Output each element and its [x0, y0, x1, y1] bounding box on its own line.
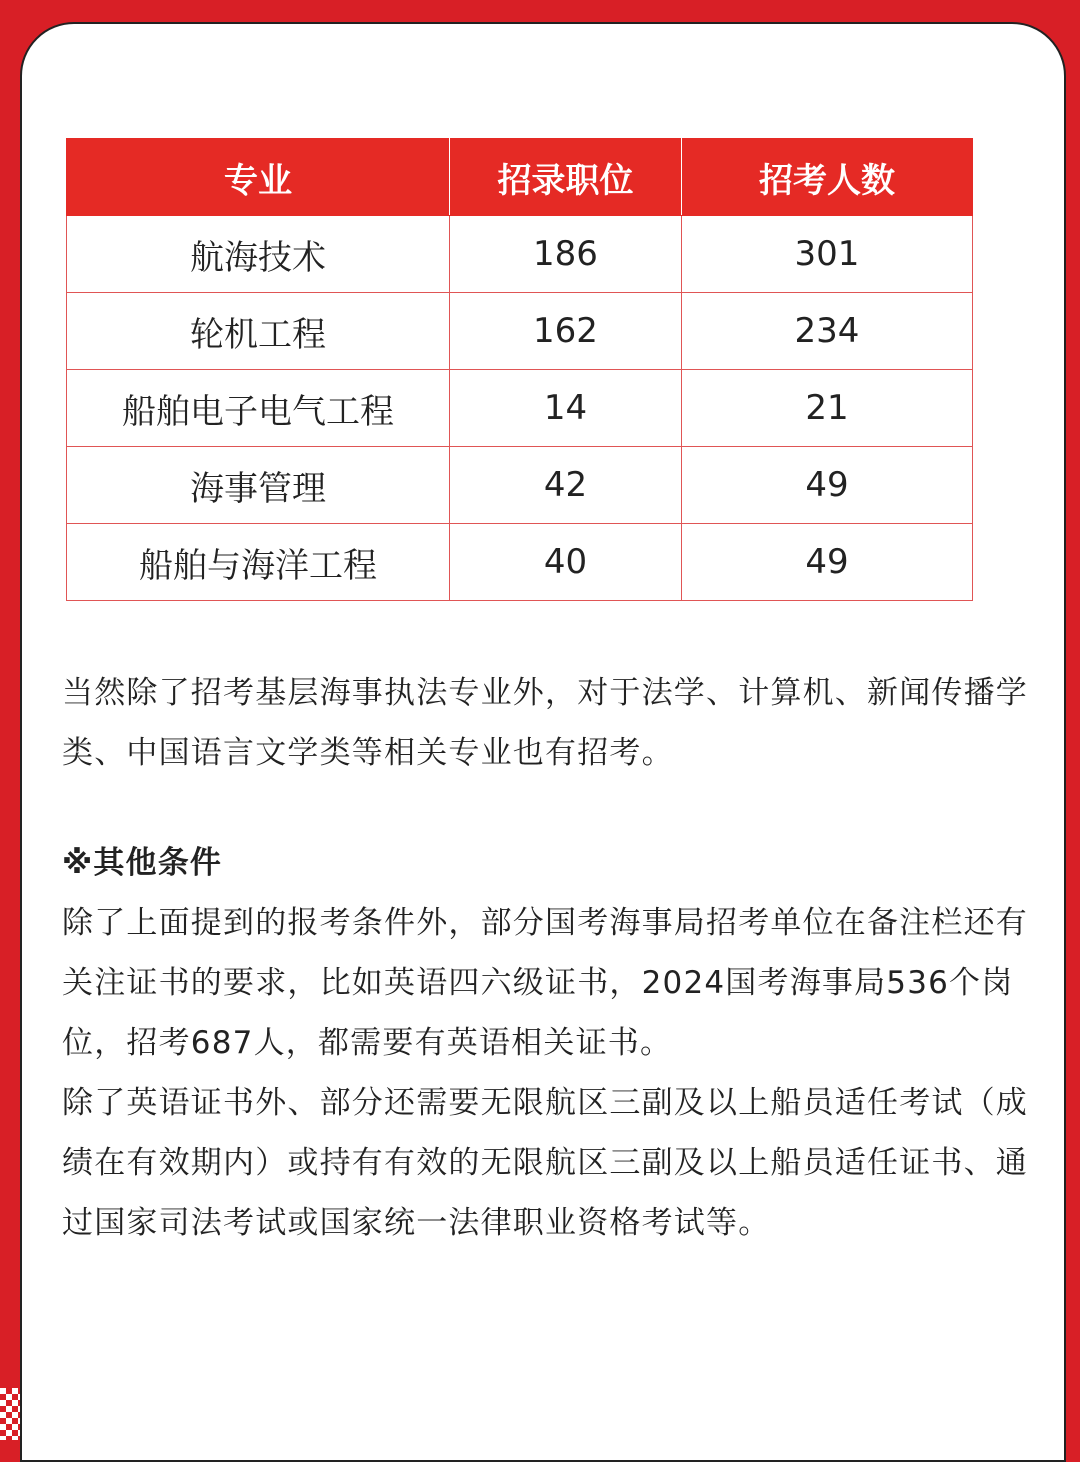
cell-applicants: 49 — [682, 524, 973, 601]
cell-applicants: 301 — [682, 216, 973, 293]
recruitment-table — [66, 138, 973, 601]
cell-major: 轮机工程 — [67, 293, 450, 370]
paragraph-other-qualifications: 除了英语证书外、部分还需要无限航区三副及以上船员适任考试（成绩在有效期内）或持有有效的无限航区三副及以上船员适任证书、通过国家司法考试或国家统一法律职业资格考试等。 — [62, 1085, 1028, 1241]
header-positions: 招录职位 — [450, 139, 682, 216]
section-heading-other-conditions: ※其他条件 — [62, 845, 223, 881]
header-major: 专业 — [67, 139, 450, 216]
cell-applicants: 49 — [682, 447, 973, 524]
paragraph-certificate-requirement: 除了上面提到的报考条件外，部分国考海事局招考单位在备注栏还有关注证书的要求，比如英语四六级证书，2024国考海事局536个岗位，招考687人，都需要有英语相关证书。 — [62, 905, 1028, 1061]
table-row — [67, 370, 973, 447]
table-row — [67, 447, 973, 524]
cell-positions: 14 — [450, 370, 682, 447]
paragraph-group-conditions — [62, 893, 1032, 1253]
cell-applicants: 21 — [682, 370, 973, 447]
cell-major: 船舶电子电气工程 — [67, 370, 450, 447]
cell-applicants: 234 — [682, 293, 973, 370]
table-row — [67, 524, 973, 601]
header-applicants: 招考人数 — [682, 139, 973, 216]
cell-positions: 186 — [450, 216, 682, 293]
cell-major: 航海技术 — [67, 216, 450, 293]
cell-positions: 40 — [450, 524, 682, 601]
table-row — [67, 216, 973, 293]
cell-positions: 162 — [450, 293, 682, 370]
cell-major: 船舶与海洋工程 — [67, 524, 450, 601]
table-row — [67, 293, 973, 370]
content-card — [20, 22, 1066, 1462]
table-header-row — [67, 139, 973, 216]
cell-major: 海事管理 — [67, 447, 450, 524]
cell-positions: 42 — [450, 447, 682, 524]
paragraph-other-majors: 当然除了招考基层海事执法专业外，对于法学、计算机、新闻传播学类、中国语言文学类等相关专业也有招考。 — [62, 675, 1028, 771]
